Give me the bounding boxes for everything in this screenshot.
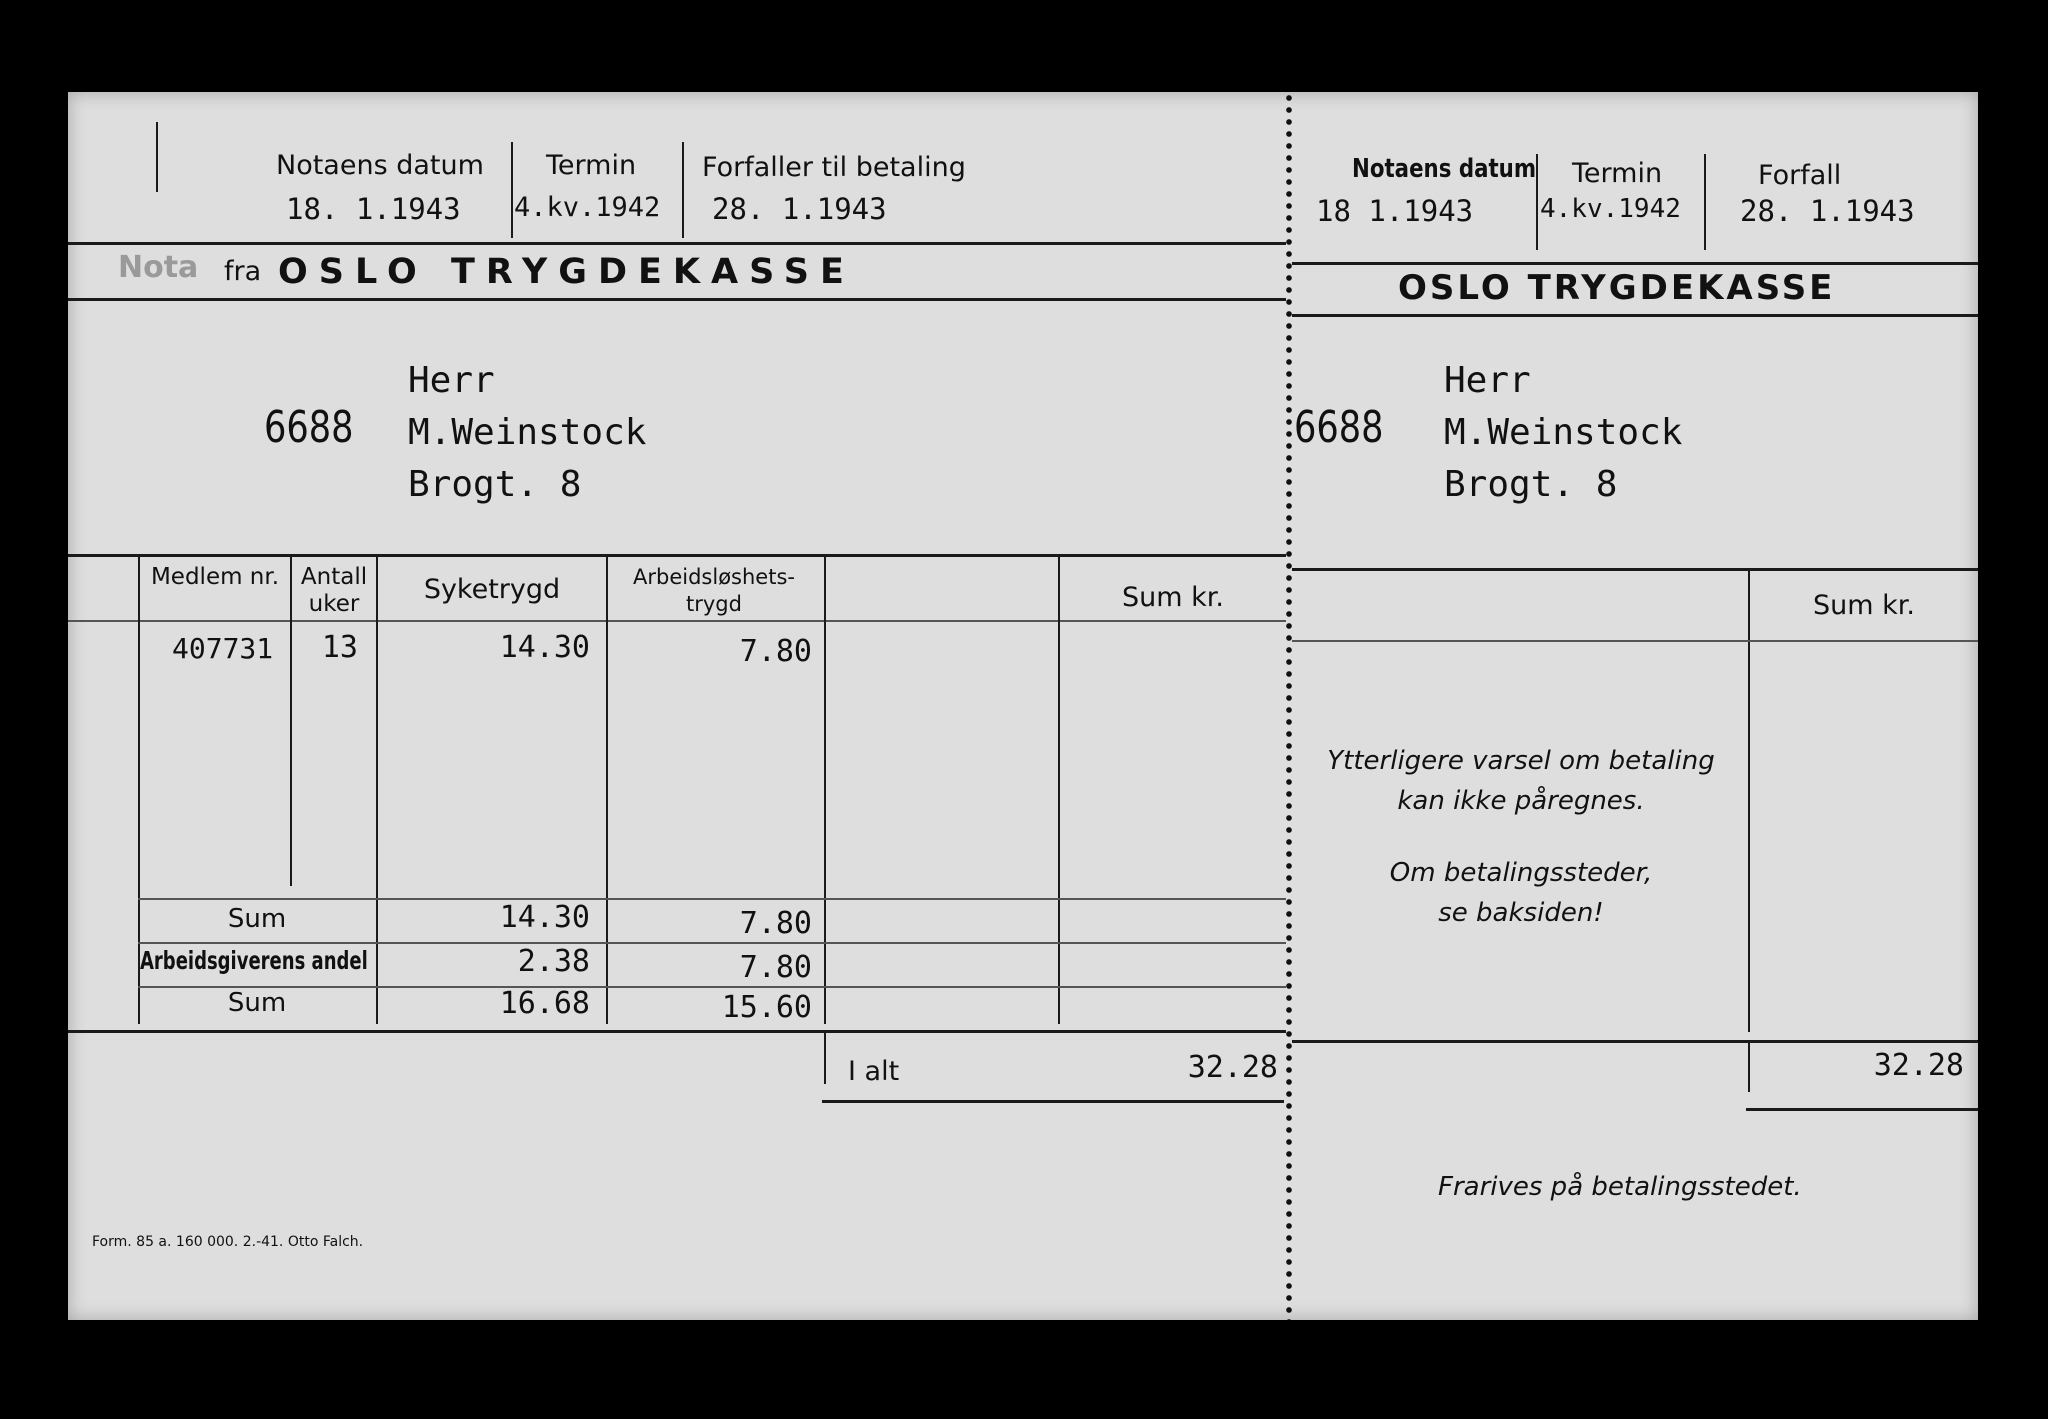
payment-notice-form bbox=[68, 92, 1978, 1320]
rule bbox=[68, 554, 1286, 557]
i-alt-value: 32.28 bbox=[1187, 1050, 1278, 1085]
rule bbox=[68, 242, 1286, 245]
col-divider bbox=[824, 1030, 826, 1084]
rule bbox=[1292, 568, 1978, 571]
stub-notice-line3: Om betalingssteder, bbox=[1389, 858, 1653, 888]
header-divider bbox=[682, 142, 684, 238]
sum2-arbeid: 15.60 bbox=[721, 990, 812, 1025]
i-alt-label: I alt bbox=[848, 1056, 900, 1087]
termin-value: 4.kv.1942 bbox=[514, 192, 661, 223]
header-divider bbox=[1704, 154, 1706, 250]
stub-recipient-street: Brogt. 8 bbox=[1444, 464, 1618, 505]
rule bbox=[138, 898, 1286, 900]
sum2-syketrygd: 16.68 bbox=[499, 986, 590, 1021]
forfaller-value: 28. 1.1943 bbox=[712, 192, 887, 226]
stub-forfall-label: Forfall bbox=[1758, 160, 1842, 191]
rule bbox=[68, 298, 1286, 301]
rule bbox=[1292, 640, 1978, 642]
row-antall: 13 bbox=[321, 630, 358, 665]
rule bbox=[68, 620, 1286, 622]
row-syketrygd: 14.30 bbox=[499, 630, 590, 665]
notaens-datum-value: 18. 1.1943 bbox=[286, 192, 461, 226]
ag-syketrygd: 2.38 bbox=[517, 944, 590, 979]
header-divider bbox=[511, 142, 513, 238]
sum2-label: Sum bbox=[227, 988, 287, 1018]
rule bbox=[1746, 1108, 1978, 1111]
recipient-name: M.Weinstock bbox=[408, 412, 647, 453]
col-header-sum: Sum kr. bbox=[1122, 582, 1224, 613]
notaens-datum-label: Notaens datum bbox=[276, 150, 484, 181]
stub-termin-label: Termin bbox=[1572, 158, 1663, 189]
col-header-medlem: Medlem nr. bbox=[150, 564, 280, 590]
rule bbox=[138, 942, 1286, 944]
stub-title: OSLO TRYGDEKASSE bbox=[1398, 268, 1836, 308]
col-header-arbeid: Arbeidsløshets-trygd bbox=[633, 565, 795, 616]
perforation-line bbox=[1286, 92, 1292, 1320]
col-header-antall: Antall uker bbox=[300, 564, 368, 617]
row-medlem: 407731 bbox=[172, 632, 274, 665]
forfaller-label: Forfaller til betaling bbox=[702, 152, 966, 183]
termin-label: Termin bbox=[546, 150, 637, 181]
sum-syketrygd: 14.30 bbox=[499, 900, 590, 935]
col-divider bbox=[824, 554, 826, 1024]
recipient-number: 6688 bbox=[264, 402, 354, 453]
col-header-syketrygd: Syketrygd bbox=[423, 574, 561, 605]
arbeidsgiver-label: Arbeidsgiverens andel bbox=[140, 946, 368, 975]
stub-total-value: 32.28 bbox=[1873, 1048, 1964, 1083]
stub-termin-value: 4.kv.1942 bbox=[1540, 194, 1681, 224]
stub-recipient-number: 6688 bbox=[1294, 402, 1384, 453]
stub-notice-line2: kan ikke påregnes. bbox=[1397, 786, 1645, 816]
form-footer: Form. 85 a. 160 000. 2.-41. Otto Falch. bbox=[92, 1234, 364, 1250]
row-arbeid: 7.80 bbox=[739, 634, 812, 669]
stub-notice-line1: Ytterligere varsel om betaling bbox=[1327, 746, 1715, 776]
sum-arbeid: 7.80 bbox=[739, 906, 812, 941]
left-title: OSLO TRYGDEKASSE bbox=[278, 252, 855, 292]
stub-col-header-sum: Sum kr. bbox=[1813, 590, 1915, 621]
header-divider bbox=[156, 122, 158, 192]
stub-notice-line4: se baksiden! bbox=[1438, 898, 1604, 928]
col-divider bbox=[1748, 1040, 1750, 1092]
stub-recipient-name: M.Weinstock bbox=[1444, 412, 1683, 453]
rule bbox=[68, 1030, 1286, 1033]
rule bbox=[1292, 262, 1978, 265]
sum-label: Sum bbox=[227, 904, 287, 934]
stub-notaens-datum-label: Notaens datum bbox=[1352, 154, 1537, 184]
fra-label: fra bbox=[224, 256, 262, 287]
stub-recipient-salutation: Herr bbox=[1444, 360, 1531, 401]
rule bbox=[1292, 1040, 1978, 1043]
recipient-salutation: Herr bbox=[408, 360, 495, 401]
col-divider bbox=[1748, 568, 1750, 1032]
stub-notaens-datum-value: 18 1.1943 bbox=[1316, 194, 1474, 228]
stub-tear-off: Frarives på betalingsstedet. bbox=[1438, 1172, 1802, 1202]
nota-label: Nota bbox=[118, 250, 199, 285]
header-divider bbox=[1536, 154, 1538, 250]
rule bbox=[822, 1100, 1284, 1103]
col-divider bbox=[1058, 554, 1060, 1024]
stub-forfall-value: 28. 1.1943 bbox=[1740, 194, 1915, 228]
ag-arbeid: 7.80 bbox=[739, 950, 812, 985]
recipient-street: Brogt. 8 bbox=[408, 464, 582, 505]
rule bbox=[1292, 314, 1978, 317]
